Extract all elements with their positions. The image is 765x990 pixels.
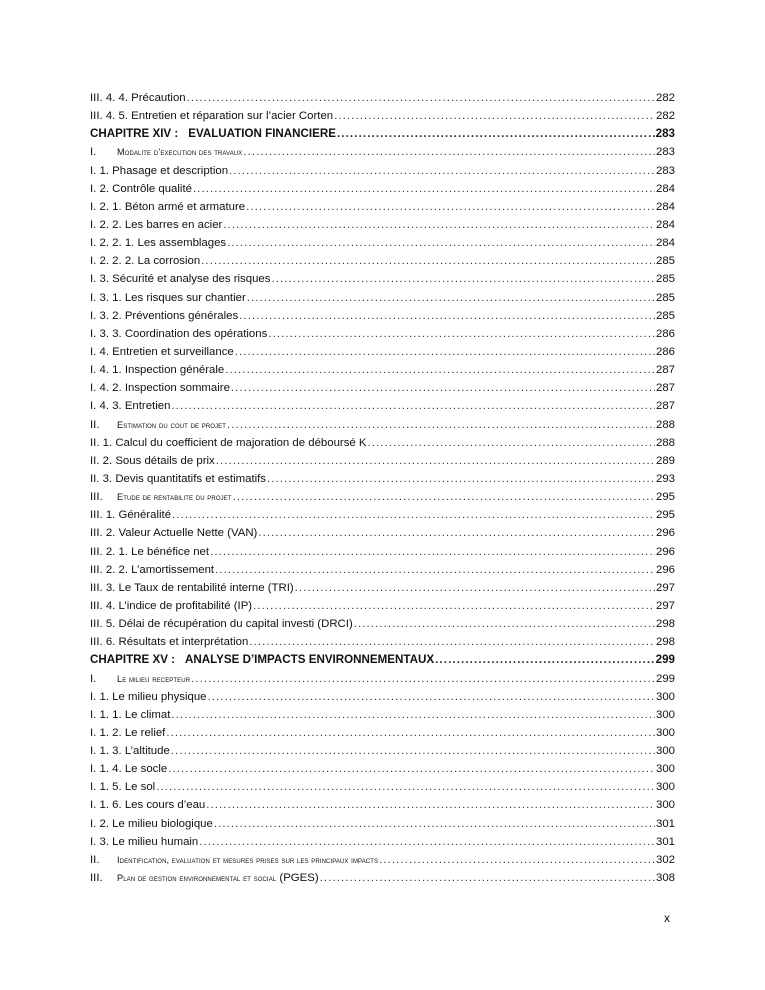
- dot-leader: [166, 724, 655, 742]
- section-number: III.: [90, 491, 103, 504]
- dot-leader: [223, 216, 655, 234]
- toc-page-number: 285: [655, 309, 675, 322]
- toc-label: [90, 869, 319, 887]
- dot-leader: [271, 270, 655, 288]
- section-title-suffix: (PGES): [276, 872, 319, 885]
- dot-leader: [253, 597, 655, 615]
- toc-label: I. 1. 4. Le socle: [90, 763, 168, 776]
- toc-label: [90, 670, 190, 688]
- toc-page-number: 288: [655, 436, 675, 449]
- toc-label: III. 2. Valeur Actuelle Nette (VAN): [90, 527, 258, 540]
- dot-leader: [235, 343, 655, 361]
- dot-leader: [231, 379, 655, 397]
- toc-label: [90, 125, 336, 143]
- toc-label: I. 4. 3. Entretien: [90, 400, 171, 413]
- dot-leader: [243, 143, 655, 161]
- dot-leader: [206, 796, 655, 814]
- toc-label: [90, 416, 226, 434]
- toc-page-number: 300: [655, 799, 675, 812]
- toc-page-number: 301: [655, 835, 675, 848]
- toc-page-number: 301: [655, 817, 675, 830]
- chapter-title: ANALYSE D’IMPACTS ENVIRONNEMENTAUX: [185, 653, 435, 667]
- toc-label: I. 3. 3. Coordination des opérations: [90, 327, 268, 340]
- toc-entry-row: [90, 706, 675, 724]
- toc-page-number: 308: [655, 872, 675, 885]
- toc-page-number: 284: [655, 218, 675, 231]
- toc-entry-row: [90, 506, 675, 524]
- toc-page-number: 282: [655, 92, 675, 104]
- toc-entry-row: [90, 325, 675, 343]
- toc-label: III. 4. 4. Précaution: [90, 92, 186, 104]
- toc-label: I. 3. Le milieu humain: [90, 835, 199, 848]
- dot-leader: [334, 107, 655, 125]
- toc-entry-row: [90, 180, 675, 198]
- toc-label: II. 1. Calcul du coefficient de majoration de déboursé K: [90, 436, 367, 449]
- dot-leader: [268, 325, 655, 343]
- toc-entry-row: [90, 688, 675, 706]
- toc-entry-row: [90, 397, 675, 415]
- toc-page-number: 300: [655, 690, 675, 703]
- toc-entry-row: [90, 452, 675, 470]
- dot-leader: [368, 434, 655, 452]
- dot-leader: [168, 760, 655, 778]
- toc-entry-row: [90, 270, 675, 288]
- dot-leader: [156, 778, 655, 796]
- section-title: Modalite d’execution des travaux: [117, 147, 243, 158]
- toc-label: [90, 851, 378, 869]
- section-number: III.: [90, 872, 103, 885]
- section-number: II.: [90, 418, 100, 431]
- toc-page-number: 300: [655, 763, 675, 776]
- toc-label: III. 2. 1. Le bénéfice net: [90, 545, 210, 558]
- section-number: I.: [90, 146, 97, 159]
- toc-entry-row: [90, 234, 675, 252]
- toc-page-number: 300: [655, 726, 675, 739]
- dot-leader: [171, 397, 655, 415]
- toc-page-number: 300: [655, 781, 675, 794]
- toc-label: I. 3. 2. Préventions générales: [90, 309, 239, 322]
- dot-leader: [247, 289, 655, 307]
- dot-leader: [187, 89, 655, 107]
- toc-page-number: 287: [655, 382, 675, 395]
- toc-page-number: 298: [655, 636, 675, 649]
- toc-page-number: 284: [655, 237, 675, 250]
- dot-leader: [172, 506, 655, 524]
- toc-label: III. 4. L’indice de profitabilité (IP): [90, 599, 253, 612]
- table-of-contents: [90, 89, 675, 887]
- toc-entry-row: [90, 579, 675, 597]
- toc-entry-row: [90, 742, 675, 760]
- toc-page-number: 300: [655, 708, 675, 721]
- toc-label: III. 5. Délai de récupération du capital investi (DRCI): [90, 618, 353, 631]
- toc-page-number: 298: [655, 618, 675, 631]
- dot-leader: [295, 579, 655, 597]
- toc-entry-row: [90, 198, 675, 216]
- toc-chapter-row: [90, 125, 675, 143]
- toc-page-number: 299: [655, 653, 675, 667]
- dot-leader: [208, 688, 655, 706]
- toc-entry-row: [90, 289, 675, 307]
- toc-label: I. 2. 1. Béton armé et armature: [90, 200, 246, 213]
- toc-label: I. 3. 1. Les risques sur chantier: [90, 291, 246, 304]
- toc-page-number: 282: [655, 110, 675, 123]
- toc-page-number: 283: [655, 146, 675, 159]
- dot-leader: [246, 198, 655, 216]
- toc-page-number: 288: [655, 418, 675, 431]
- toc-page-number: 287: [655, 400, 675, 413]
- chapter-title: EVALUATION FINANCIERE: [188, 127, 336, 141]
- toc-label: I. 1. 3. L’altitude: [90, 745, 170, 758]
- dot-leader: [214, 815, 655, 833]
- toc-entry-row: [90, 252, 675, 270]
- chapter-number: CHAPITRE XV :: [90, 653, 176, 667]
- toc-page-number: 295: [655, 509, 675, 522]
- toc-page-number: 295: [655, 491, 675, 504]
- toc-page-number: 289: [655, 454, 675, 467]
- section-title: Estimation du cout de projet: [117, 419, 227, 430]
- toc-page-number: 296: [655, 563, 675, 576]
- dot-leader: [233, 488, 655, 506]
- dot-leader: [249, 633, 655, 651]
- toc-page-number: 285: [655, 291, 675, 304]
- section-title: Le milieu recepteur: [117, 673, 191, 684]
- toc-label: I. 3. Sécurité et analyse des risques: [90, 273, 271, 286]
- toc-label: [90, 651, 434, 669]
- toc-page-number: 299: [655, 672, 675, 685]
- toc-entry-row: [90, 216, 675, 234]
- toc-entry-row: [90, 724, 675, 742]
- toc-entry-row: [90, 796, 675, 814]
- toc-section-row: [90, 143, 675, 161]
- toc-label: I. 2. 2. 1. Les assemblages: [90, 237, 227, 250]
- toc-page-number: 286: [655, 345, 675, 358]
- toc-label: [90, 488, 232, 506]
- toc-entry-row: [90, 89, 675, 107]
- toc-label: III. 2. 2. L’amortissement: [90, 563, 215, 576]
- toc-label: II. 3. Devis quantitatifs et estimatifs: [90, 472, 266, 485]
- toc-label: I. 1. Phasage et description: [90, 164, 229, 177]
- toc-page-number: 285: [655, 255, 675, 268]
- toc-label: III. 1. Généralité: [90, 509, 172, 522]
- dot-leader: [171, 706, 655, 724]
- toc-entry-row: [90, 633, 675, 651]
- toc-page-number: 283: [655, 127, 675, 141]
- toc-label: I. 4. Entretien et surveillance: [90, 345, 234, 358]
- toc-entry-row: [90, 107, 675, 125]
- toc-section-row: [90, 851, 675, 869]
- dot-leader: [199, 833, 655, 851]
- toc-section-row: [90, 869, 675, 887]
- section-title: Etude de rentabilite du projet: [117, 492, 232, 503]
- toc-label: I. 4. 1. Inspection générale: [90, 364, 225, 377]
- page-number: x: [664, 911, 670, 925]
- toc-chapter-row: [90, 651, 675, 669]
- toc-page-number: 283: [655, 164, 675, 177]
- toc-page-number: 300: [655, 745, 675, 758]
- dot-leader: [201, 252, 655, 270]
- toc-label: I. 4. 2. Inspection sommaire: [90, 382, 230, 395]
- toc-page-number: 284: [655, 182, 675, 195]
- toc-entry-row: [90, 833, 675, 851]
- toc-label: I. 1. 6. Les cours d’eau: [90, 799, 206, 812]
- dot-leader: [267, 470, 655, 488]
- section-title: Plan de gestion environnemental et social: [117, 873, 277, 884]
- toc-entry-row: [90, 470, 675, 488]
- dot-leader: [193, 180, 655, 198]
- toc-label: I. 2. Le milieu biologique: [90, 817, 213, 830]
- dot-leader: [435, 651, 655, 669]
- toc-entry-row: [90, 615, 675, 633]
- toc-page-number: 296: [655, 545, 675, 558]
- toc-label: II. 2. Sous détails de prix: [90, 454, 215, 467]
- dot-leader: [210, 543, 655, 561]
- toc-page-number: 297: [655, 599, 675, 612]
- toc-page-number: 297: [655, 581, 675, 594]
- toc-page-number: 296: [655, 527, 675, 540]
- toc-entry-row: [90, 379, 675, 397]
- toc-page-number: 284: [655, 200, 675, 213]
- section-number: II.: [90, 853, 100, 866]
- toc-entry-row: [90, 815, 675, 833]
- toc-label: I. 1. 1. Le climat: [90, 708, 171, 721]
- toc-entry-row: [90, 561, 675, 579]
- toc-label: I. 1. 2. Le relief: [90, 726, 166, 739]
- dot-leader: [354, 615, 655, 633]
- toc-entry-row: [90, 343, 675, 361]
- toc-label: I. 1. Le milieu physique: [90, 690, 207, 703]
- chapter-number: CHAPITRE XIV :: [90, 127, 179, 141]
- toc-page-number: 285: [655, 273, 675, 286]
- dot-leader: [239, 307, 655, 325]
- dot-leader: [191, 670, 655, 688]
- toc-page-number: 302: [655, 853, 675, 866]
- dot-leader: [227, 416, 655, 434]
- toc-label: III. 4. 5. Entretien et réparation sur l’acier Corten: [90, 110, 334, 123]
- toc-entry-row: [90, 434, 675, 452]
- toc-entry-row: [90, 597, 675, 615]
- toc-entry-row: [90, 162, 675, 180]
- toc-entry-row: [90, 543, 675, 561]
- toc-page-number: 293: [655, 472, 675, 485]
- toc-entry-row: [90, 307, 675, 325]
- toc-label: I. 2. Contrôle qualité: [90, 182, 192, 195]
- toc-label: [90, 143, 242, 161]
- section-number: I.: [90, 672, 97, 685]
- dot-leader: [215, 561, 655, 579]
- toc-section-row: [90, 488, 675, 506]
- toc-label: I. 2. 2. 2. La corrosion: [90, 255, 201, 268]
- dot-leader: [227, 234, 655, 252]
- dot-leader: [171, 742, 655, 760]
- dot-leader: [225, 361, 655, 379]
- toc-entry-row: [90, 361, 675, 379]
- dot-leader: [337, 125, 655, 143]
- toc-label: I. 2. 2. Les barres en acier: [90, 218, 223, 231]
- dot-leader: [216, 452, 655, 470]
- toc-section-row: [90, 416, 675, 434]
- toc-entry-row: [90, 524, 675, 542]
- toc-entry-row: [90, 778, 675, 796]
- toc-entry-row: [90, 760, 675, 778]
- toc-page-number: 287: [655, 364, 675, 377]
- dot-leader: [258, 524, 655, 542]
- toc-label: I. 1. 5. Le sol: [90, 781, 156, 794]
- section-title: Identification, evaluation et mesures prises sur les principaux impacts: [117, 854, 379, 865]
- toc-section-row: [90, 670, 675, 688]
- dot-leader: [320, 869, 655, 887]
- dot-leader: [229, 162, 655, 180]
- toc-page-number: 286: [655, 327, 675, 340]
- toc-label: III. 6. Résultats et interprétation: [90, 636, 249, 649]
- toc-label: III. 3. Le Taux de rentabilité interne (TRI): [90, 581, 294, 594]
- dot-leader: [379, 851, 655, 869]
